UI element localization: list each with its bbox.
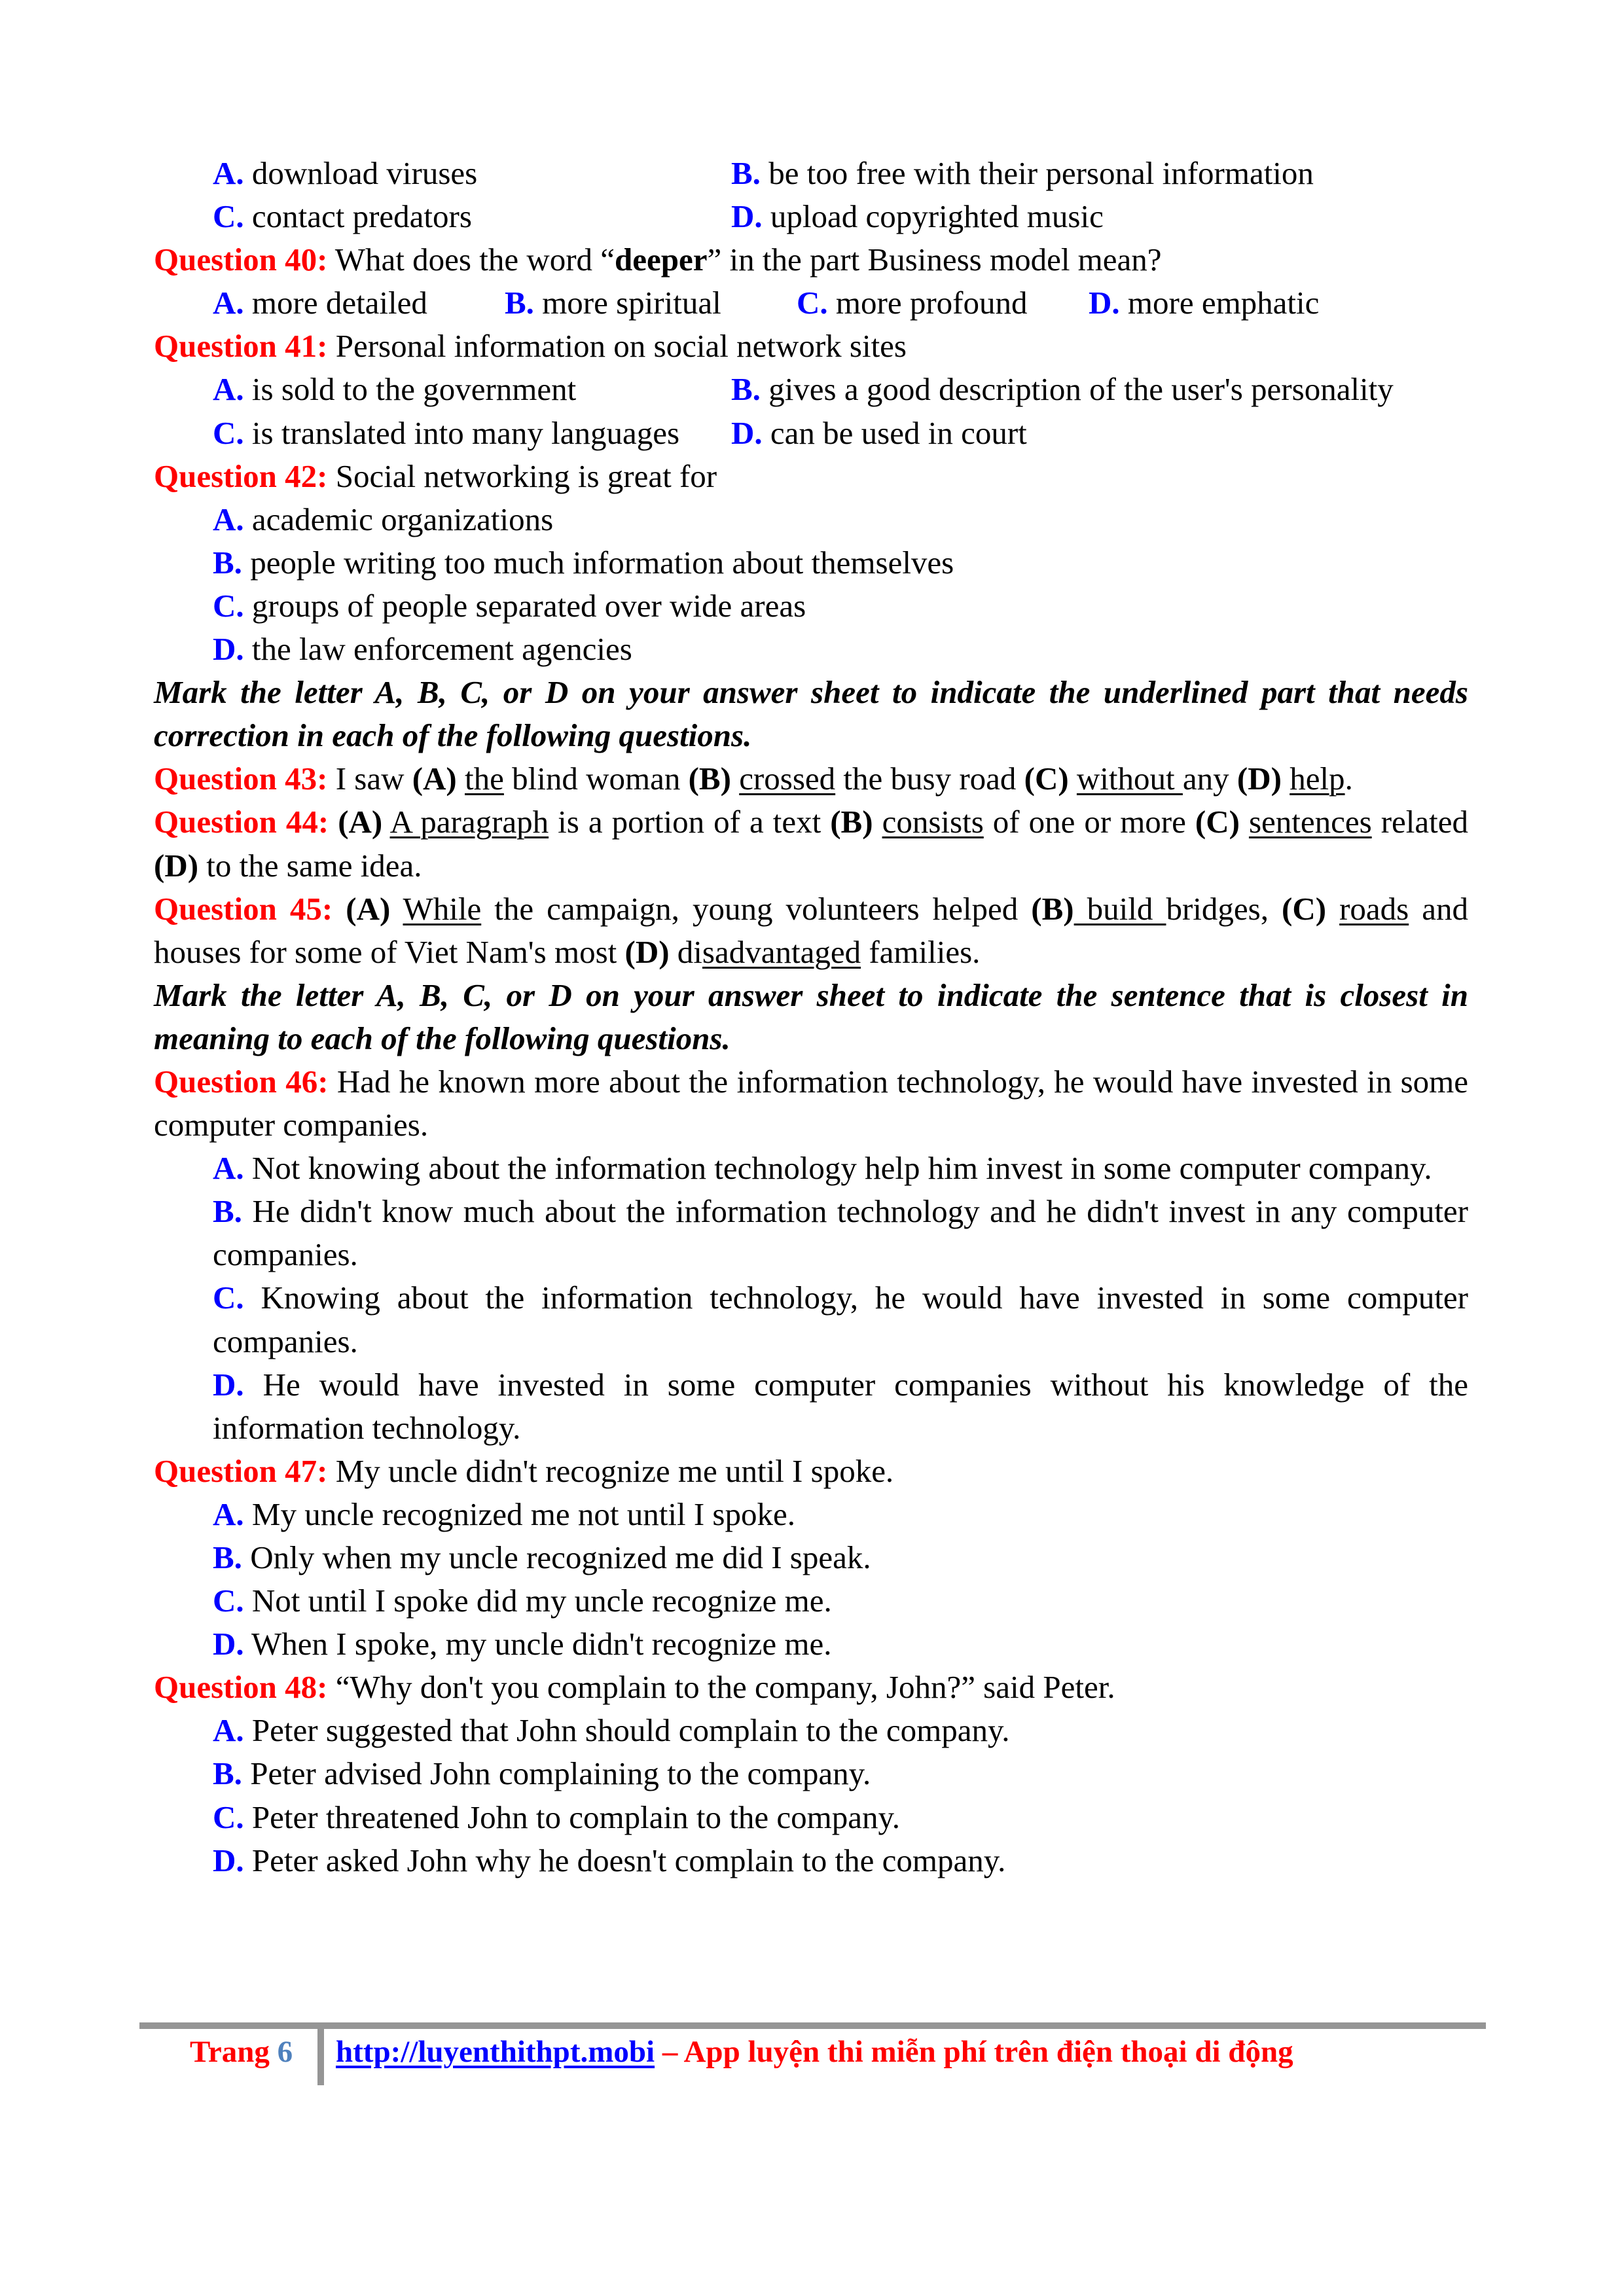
q41-option-b [731,368,1394,411]
marker-b: (B) [830,804,873,840]
option-text: more spiritual [542,285,721,321]
q40-options [154,281,1468,325]
space [457,761,465,797]
option-letter: C. [213,1280,244,1316]
question-text: blind woman [503,761,689,797]
question-label: Question 42: [154,457,328,494]
option-text: is translated into many languages [251,414,680,451]
marker-c: (C) [1195,804,1240,840]
option-text: upload copyrighted music [770,198,1104,235]
marker-c: (C) [1282,890,1327,927]
question-label: Question 45: [154,890,333,927]
option-text: Peter advised John complaining to the company. [242,1755,871,1792]
q42-option-b [154,541,1468,584]
option-text: download viruses [251,155,478,191]
space [333,891,346,927]
footer-tagline: – App luyện thi miễn phí trên điện thoại di động [655,2035,1293,2069]
section-instruction-error: Mark the letter A, B, C, or D on your answer sheet to indicate the underlined part that needs correction in each of the following questions. [154,674,1468,754]
option-text: more detailed [251,285,427,321]
marker-d: (D) [624,933,670,970]
q48-option-a [154,1709,1468,1752]
option-text: is sold to the government [251,371,577,408]
question-text: to the same idea. [198,847,422,884]
underlined-part-b: build [1074,890,1166,927]
question-text: di [669,933,702,970]
option-letter: B. [213,1193,242,1230]
q39-option-a [213,152,731,195]
option-text: Peter suggested that John should complain to the company. [244,1712,1010,1749]
marker-b: (B) [1031,890,1074,927]
q41-options-row-1 [154,368,1468,411]
option-letter: C. [213,587,244,624]
question-text: . [1344,761,1353,797]
q40-option-c [797,281,1089,325]
option-letter: B. [731,155,761,191]
option-letter: C. [213,198,244,235]
option-text: Knowing about the information technology, he would have invested in some computer companies. [213,1280,1468,1359]
marker-d: (D) [1236,761,1282,797]
question-40 [154,238,1468,281]
underlined-part-c: roads [1339,890,1409,927]
q41-option-a [213,368,731,411]
option-text: be too free with their personal information [768,155,1314,191]
question-46 [154,1060,1468,1147]
option-text: When I spoke, my uncle didn't recognize me. [244,1626,832,1662]
footer-page-indicator [190,2034,293,2070]
underlined-part-a: While [403,890,482,927]
question-43 [154,757,1468,800]
space [1240,804,1249,840]
option-letter: A. [213,501,244,537]
q47-option-a [154,1493,1468,1536]
option-text: Peter threatened John to complain to the company. [244,1799,901,1835]
option-text: Not knowing about the information technology help him invest in some computer company. [244,1150,1432,1187]
question-keyword: deeper [615,242,708,278]
option-letter: D. [731,414,763,451]
option-letter: C. [797,285,828,321]
question-label: Question 41: [154,328,328,365]
q48-option-d [154,1839,1468,1882]
question-label: Question 40: [154,242,328,278]
space [1069,761,1077,797]
question-48 [154,1666,1468,1709]
option-text: the law enforcement agencies [251,631,632,668]
q39-option-b [731,152,1314,195]
option-letter: C. [213,1799,244,1835]
question-text: is a portion of a text [549,804,831,840]
page-number: 6 [277,2035,293,2069]
marker-a: (A) [412,761,457,797]
q46-option-d [154,1363,1468,1450]
option-text: Not until I spoke did my uncle recognize me. [244,1583,832,1619]
q39-options-row-2 [154,195,1468,238]
option-letter: B. [731,371,761,408]
exam-page [154,152,1468,1882]
option-letter: A. [213,1496,244,1532]
option-text: Peter asked John why he doesn't complain to the company. [244,1842,1006,1878]
option-text: gives a good description of the user's personality [768,371,1394,408]
option-text: more profound [835,285,1028,321]
q47-option-d [154,1623,1468,1666]
space [329,804,338,840]
question-text: Personal information on social network sites [327,328,907,365]
q41-options-row-2 [154,412,1468,455]
marker-a: (A) [346,890,391,927]
q40-option-a [213,281,505,325]
footer-vertical-divider [317,2029,324,2085]
marker-d: (D) [154,847,199,884]
option-letter: D. [213,1366,244,1403]
question-text: and houses for some of Viet Nam's most [154,890,1469,970]
q46-option-c [154,1276,1468,1363]
marker-a: (A) [338,804,383,840]
footer-promo [336,2034,1293,2070]
option-letter: D. [213,1626,244,1662]
question-text: What does the word “ [327,242,615,278]
option-text: My uncle recognized me not until I spoke. [244,1496,795,1532]
option-letter: B. [213,1755,242,1792]
option-letter: C. [213,1583,244,1619]
question-text: My uncle didn't recognize me until I spoke. [327,1452,894,1489]
question-text: ” in the part Business model mean? [707,242,1162,278]
section-instruction-closest: Mark the letter A, B, C, or D on your answer sheet to indicate the sentence that is closest in meaning to each of the following questions. [154,977,1468,1056]
footer-divider [139,2022,1486,2029]
q39-options-row-1 [154,152,1468,195]
option-letter: D. [213,1842,244,1878]
space [1282,761,1290,797]
page-label: Trang [190,2035,278,2069]
q41-option-d [731,412,1250,455]
option-letter: B. [505,285,534,321]
option-text: contact predators [251,198,472,235]
question-text: any [1182,761,1237,797]
option-letter: A. [213,155,244,191]
question-text: “Why don't you complain to the company, John?” said Peter. [327,1669,1115,1706]
option-text: groups of people separated over wide areas [251,587,806,624]
q42-option-c [154,584,1468,628]
question-label: Question 48: [154,1669,328,1706]
option-text: Only when my uncle recognized me did I speak. [242,1539,871,1575]
q48-option-c [154,1796,1468,1839]
option-letter: C. [213,414,244,451]
q39-option-c [213,195,731,238]
option-letter: A. [213,371,244,408]
question-text: bridges, [1166,890,1282,927]
question-label: Question 43: [154,761,328,797]
question-label: Question 47: [154,1452,328,1489]
q40-option-b [505,281,797,325]
q46-option-b [154,1190,1468,1276]
marker-b: (B) [688,761,731,797]
underlined-part-d: sadvantaged [702,933,861,970]
q42-option-a [154,498,1468,541]
marker-c: (C) [1024,761,1069,797]
option-text: He would have invested in some computer companies without his knowledge of the information technology. [213,1366,1468,1446]
space [873,804,882,840]
option-letter: A. [213,285,244,321]
option-text: more emphatic [1127,285,1320,321]
question-42 [154,455,1468,498]
underlined-part-b: crossed [739,761,836,797]
q47-option-b [154,1536,1468,1579]
option-letter: B. [213,544,242,581]
q46-option-a [154,1147,1468,1190]
option-letter: A. [213,1150,244,1187]
space [731,761,739,797]
option-text: can be used in court [770,414,1027,451]
option-letter: D. [731,198,763,235]
question-text: Had he known more about the information technology, he would have invested in some computer companies. [154,1063,1468,1143]
underlined-part-b: consists [882,804,984,840]
q47-option-c [154,1579,1468,1623]
question-47 [154,1450,1468,1493]
question-text: Social networking is great for [327,457,717,494]
question-45 [154,888,1468,974]
option-text: people writing too much information about themselves [250,544,954,581]
option-text: academic organizations [251,501,554,537]
question-text: related [1371,804,1468,840]
question-text: families. [861,933,981,970]
question-label: Question 46: [154,1063,329,1100]
q39-option-d [731,195,1250,238]
underlined-part-c: without [1076,761,1183,797]
q40-option-d [1089,281,1380,325]
underlined-part-c: sentences [1248,804,1372,840]
space [390,891,403,927]
option-letter: A. [213,1712,244,1749]
space [382,804,389,840]
question-text: the busy road [835,761,1024,797]
option-letter: D. [1089,285,1120,321]
option-letter: B. [213,1539,242,1575]
underlined-part-a: the [465,761,504,797]
underlined-part-d: help [1290,761,1345,797]
space [1326,891,1339,927]
option-text: He didn't know much about the information technology and he didn't invest in any computer companies. [213,1193,1468,1273]
q41-option-c [213,412,731,455]
question-text: the campaign, young volunteers helped [481,890,1032,927]
question-text: of one or more [983,804,1195,840]
question-text: I saw [327,761,412,797]
question-label: Question 44: [154,804,329,840]
q48-option-b [154,1752,1468,1795]
question-41 [154,325,1468,368]
q42-option-d [154,628,1468,671]
underlined-part-a: A paragraph [389,804,549,840]
question-44 [154,800,1468,887]
footer-website-link[interactable]: http://luyenthithpt.mobi [336,2035,655,2069]
option-letter: D. [213,631,244,668]
